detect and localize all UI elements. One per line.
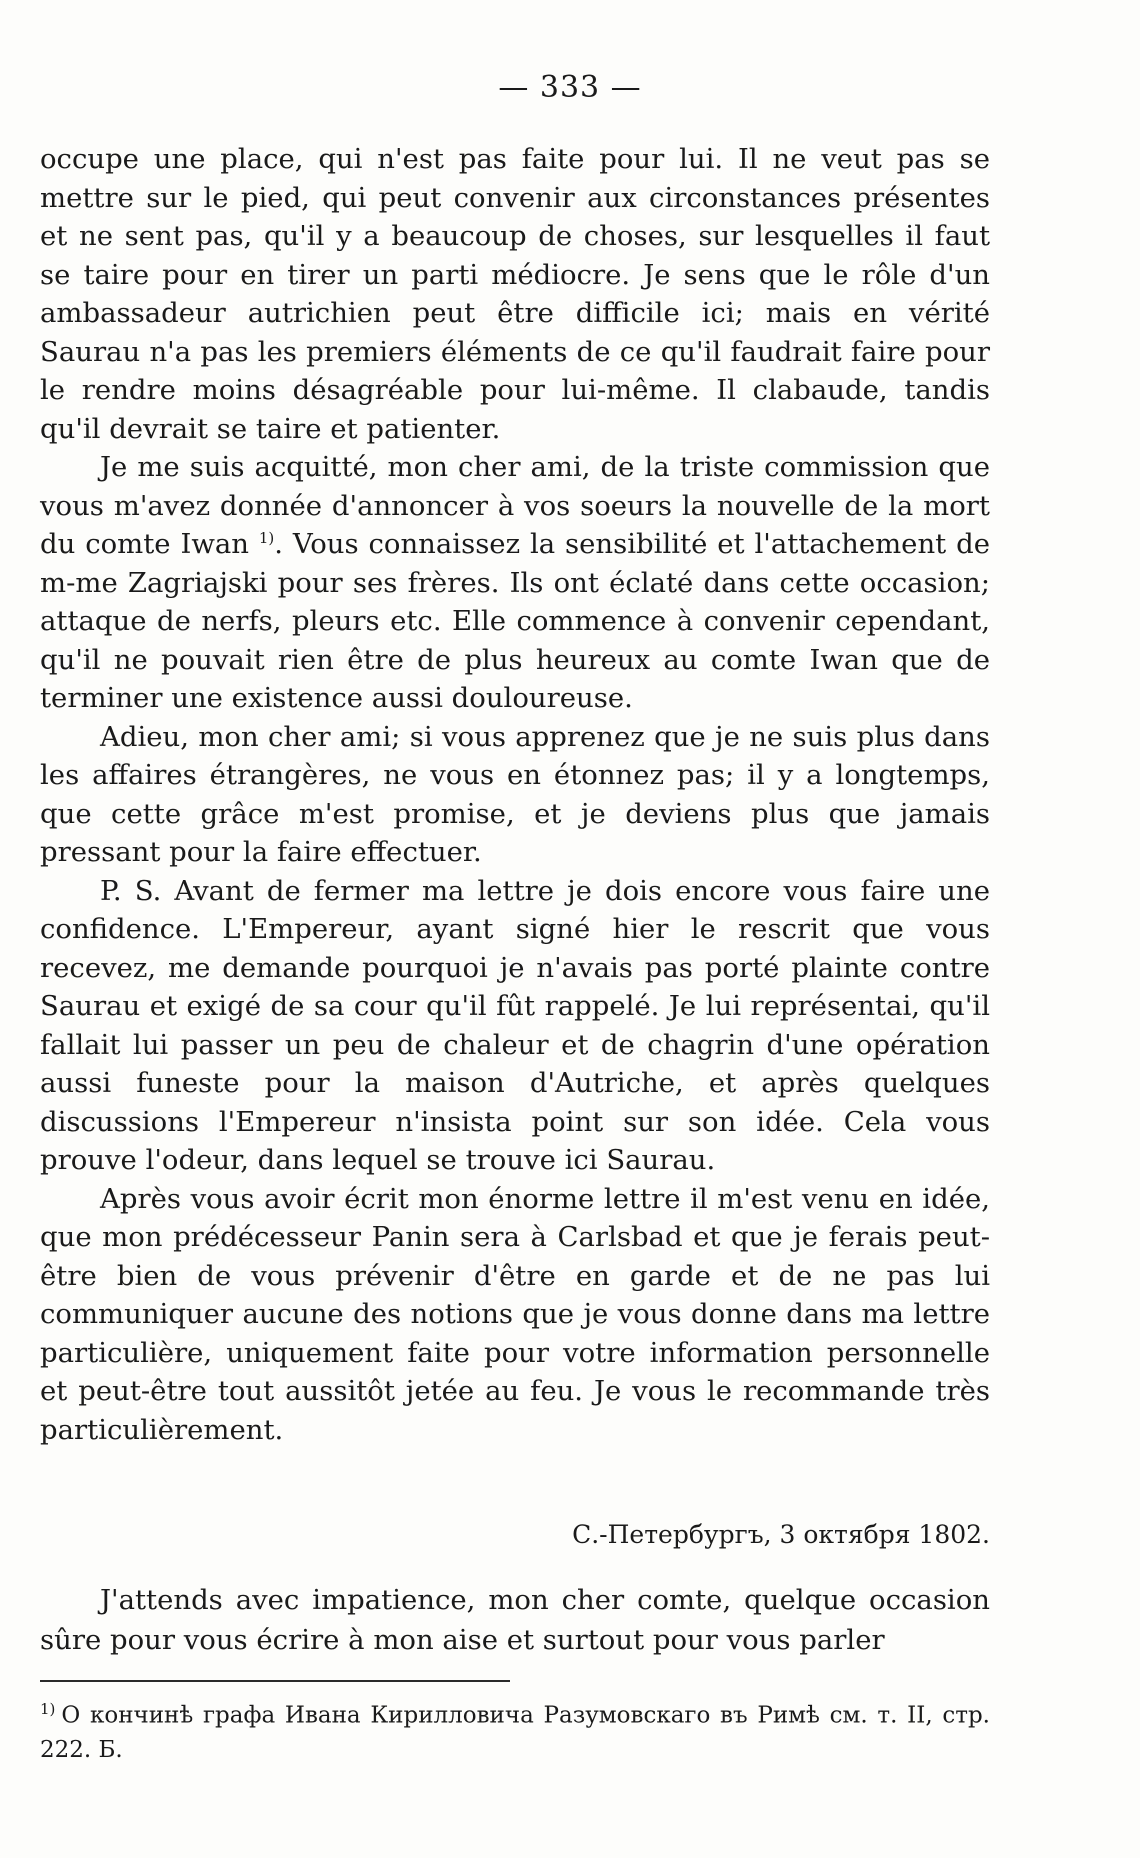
paragraph: P. S. Avant de fermer ma lettre je dois encore vous faire une confidence. L'Empereur, ayant signé hier le rescrit que vous recevez, me demande pourquoi je n'avais pas porté plainte contre Saurau et exigé de sa cour qu'il fût rappelé. Je lui représentai, qu'il fallait lui passer un peu de chaleur et de chagrin d'une opération aussi funeste pour la maison d'Autriche, et après quelques discussions l'Empereur n'insista point sur son idée. Cela vous prouve l'odeur, dans lequel se trouve ici Saurau. [40,874,990,1176]
footnote-text: О кончинѣ графа Ивана Кирилловича Разумовскаго въ Римѣ см. т. II, стр. 222. Б. [40,1702,990,1763]
footnote-divider [40,1680,510,1682]
paragraph-text: . Vous connaissez la sensibilité et l'attachement de m-me Zagriajski pour ses frères. Ils ont éclaté dans cette occasion; attaque de nerfs, pleurs etc. Elle commence à convenir cependant, qu'il ne pouvait rien être de plus heureux au comte Iwan que de terminer une existence aussi douloureuse. [40,528,990,714]
next-letter-opening: J'attends avec impatience, mon cher comte, quelque occasion sûre pour vous écrire à mon aise et surtout pour vous parler [40,1584,990,1656]
dateline: С.-Петербургъ, 3 октября 1802. [572,1520,990,1549]
footnote-reference: 1) [258,528,275,547]
page-number: — 333 — [498,70,642,105]
footnote [40,1692,990,1767]
paragraph [40,448,990,718]
footnote-mark: 1) [40,1700,56,1718]
letter-body [40,140,990,1449]
paragraph-text: Je me suis acquitté, mon cher ami, de la triste commission que vous m'avez donnée d'annoncer à vos soeurs la nouvelle de la mort du comte Iwan [40,451,990,560]
paragraph: Adieu, mon cher ami; si vous apprenez que je ne suis plus dans les affaires étrangères, ne vous en étonnez pas; il y a longtemps, que cette grâce m'est promise, et je deviens plus que jamais pressant pour la faire effectuer. [40,720,990,868]
paragraph: Après vous avoir écrit mon énorme lettre il m'est venu en idée, que mon prédécesseur Panin sera à Carlsbad et que je ferais peut-être bien de vous prévenir d'être en garde et de ne pas lui communiquer aucune des notions que je vous donne dans ma lettre particulière, uniquement faite pour votre information personnelle et peut-être tout aussitôt jetée au feu. Je vous le recommande très particulièrement. [40,1182,990,1446]
paragraph: occupe une place, qui n'est pas faite pour lui. Il ne veut pas se mettre sur le pied, qui peut convenir aux circonstances présentes et ne sent pas, qu'il y a beaucoup de choses, sur lesquelles il faut se taire pour en tirer un parti médiocre. Je sens que le rôle d'un ambassadeur autrichien peut être difficile ici; mais en vérité Saurau n'a pas les premiers éléments de ce qu'il faudrait faire pour le rendre moins désagréable pour lui-même. Il clabaude, tandis qu'il devrait se taire et patienter. [40,143,990,445]
